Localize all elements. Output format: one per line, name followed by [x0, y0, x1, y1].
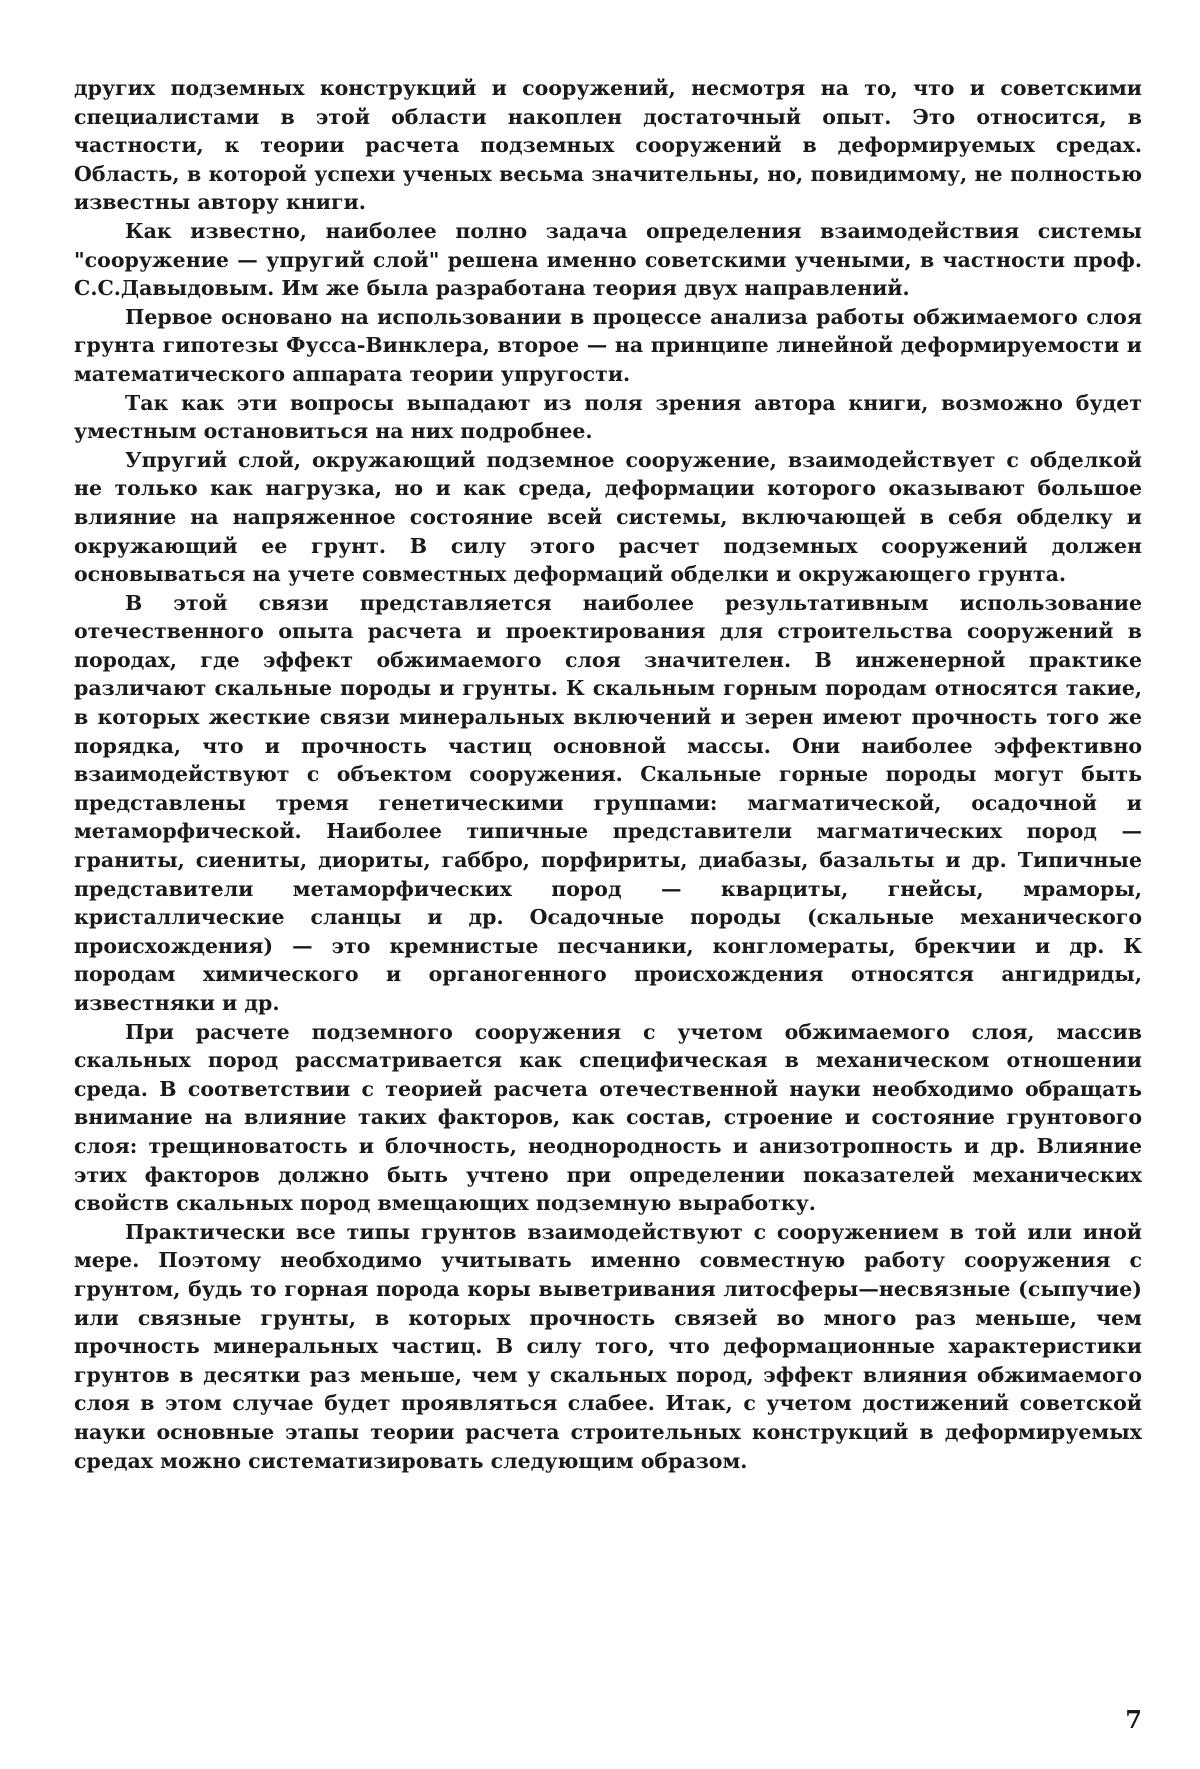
paragraph: Практически все типы грунтов взаимодействуют с сооружением в той или иной мере. Поэтому необходимо учитывать именно совместную работу сооружения с грунтом, будь то горная порода коры выветривания литосферы—несвязные (сыпучие) или связные грунты, в которых прочность связей во много раз меньше, чем прочность минеральных частиц. В силу того, что деформационные характеристики грунтов в десятки раз меньше, чем у скальных пород, эффект влияния обжимаемого слоя в этом случае будет проявляться слабее. Итак, с учетом достижений советской науки основные этапы теории расчета строительных конструкций в деформируемых средах можно систематизировать следующим образом.	[74, 1219, 1142, 1473]
paragraph: При расчете подземного сооружения с учетом обжимаемого слоя, массив скальных пород рассматривается как специфическая в механическом отношении среда. В соответствии с теорией расчета отечественной науки необходимо обращать внимание на влияние таких факторов, как состав, строение и состояние грунтового слоя: трещиноватость и блочность, неоднородность и анизотропность и др. Влияние этих факторов должно быть учтено при определении показателей механических свойств скальных пород вмещающих подземную выработку.	[74, 1019, 1142, 1216]
page-body	[74, 74, 1142, 1475]
paragraph: Первое основано на использовании в процессе анализа работы обжимаемого слоя грунта гипотезы Фусса-Винклера, второе — на принципе линейной деформируемости и математического аппарата теории упругости.	[74, 304, 1142, 386]
paragraph: Упругий слой, окружающий подземное сооружение, взаимодействует с обделкой не только как нагрузка, но и как среда, деформации которого оказывают большое влияние на напряженное состояние всей системы, включающей в себя обделку и окружающий ее грунт. В силу этого расчет подземных сооружений должен основываться на учете совместных деформаций обделки и окружающего грунта.	[74, 447, 1142, 587]
paragraph: Как известно, наиболее полно задача определения взаимодействия системы "сооружение — упругий слой" решена именно советскими учеными, в частности проф. С.С.Давыдовым. Им же была разработана теория двух направлений.	[74, 218, 1142, 301]
paragraph: В этой связи представляется наиболее результативным использование отечественного опыта расчета и проектирования для строительства сооружений в породах, где эффект обжимаемого слоя значителен. В инженерной практике различают скальные породы и грунты. К скальным горным породам относятся такие, в которых жесткие связи минеральных включений и зерен имеют прочность того же порядка, что и прочность частиц основной массы. Они наиболее эффективно взаимодействуют с объектом сооружения. Скальные горные породы могут быть представлены тремя генетическими группами: магматической, осадочной и метаморфической. Наиболее типичные представители магматических пород — граниты, сиениты, диориты, габбро, порфириты, диабазы, базальты и др. Типичные представители метаморфических пород — кварциты, гнейсы, мраморы, кристаллические сланцы и др. Осадочные породы (скальные механического происхождения) — это кремнистые песчаники, конгломераты, брекчии и др. К породам химического и органогенного происхождения относятся ангидриды, известняки и др.	[74, 590, 1142, 1015]
page-number: 7	[1125, 1705, 1142, 1734]
paragraph-continuation: других подземных конструкций и сооружений, несмотря на то, что и советскими специалистами в этой области накоплен достаточный опыт. Это относится, в частности, к теории расчета подземных сооружений в деформируемых средах. Область, в которой успехи ученых весьма значительны, но, повидимому, не полностью известны автору книги.	[74, 76, 1142, 215]
paragraph: Так как эти вопросы выпадают из поля зрения автора книги, возможно будет уместным остановиться на них подробнее.	[74, 390, 1142, 444]
